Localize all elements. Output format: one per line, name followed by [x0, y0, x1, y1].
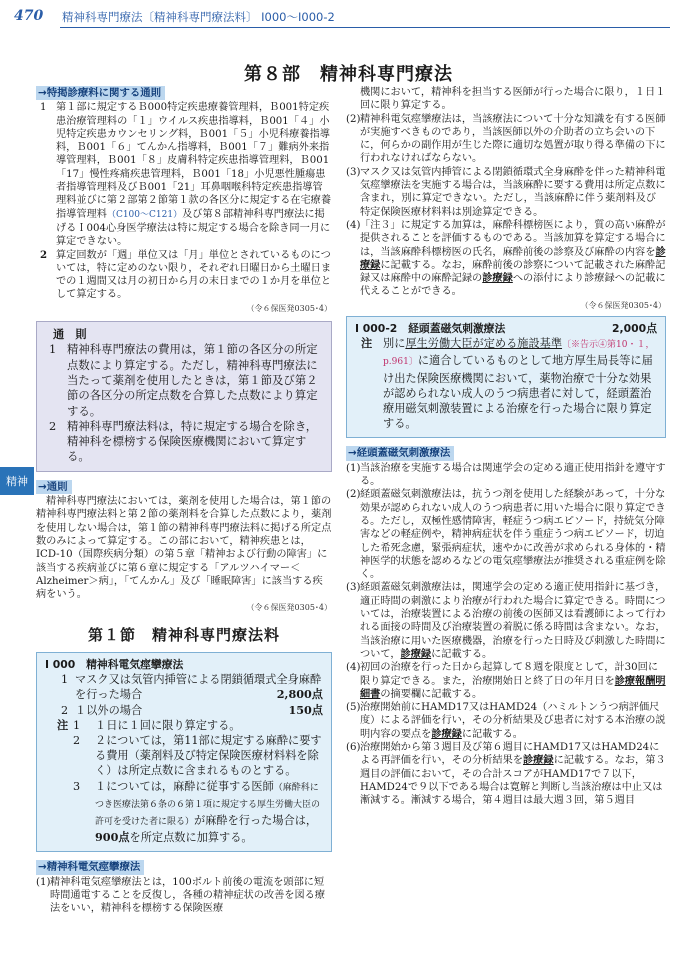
denki-item-4: (4) 「注３」に規定する加算は，麻酔科標榜医により，質の高い麻酔が提供されることを評価するものである。当該加算を算定する場合には，当該麻酔科標榜医の氏名，麻酔前後の診察及び麻酔の内容を診療録に記載する。なお，麻酔前後の診察について記載された麻酔記録又は麻酔中の麻酔記録の診療録への添付により診療録への記載に代えることができる。 — [346, 219, 666, 298]
general-rule-2: 精神科専門療法料は，特に規定する場合を除き，精神科を標榜する保険医療機関において算定する。 — [67, 418, 318, 464]
header-rule — [60, 27, 670, 28]
fee-title: I 000 精神科電気痙攣療法 — [45, 657, 184, 671]
kei-item-1: 当該治療を実施する場合は関連学会の定める適正使用指針を遵守する。 — [360, 462, 666, 488]
section-title: 第１節 精神科専門療法料 — [87, 625, 280, 644]
denki-item-1: (1) 精神科電気痙攣療法とは，100ボルト前後の電流を頭部に短時間通電することを反復し，各種の精神症状の改善を図る療法をいい，精神科を標榜する保険医療 — [36, 876, 326, 915]
kei-label: →経頭蓋磁気刺激療法 — [346, 446, 454, 460]
tsusoku-label: →特掲診療料に関する通則 — [36, 86, 165, 100]
kei-item-3: (3) 経頭蓋磁気刺激療法は，関連学会の定める適正使用指針に基づき，適正時間の刺激により治療が行われた場合に算定できる。時間については，治療装置による治療の前後の医師又は看護師によって行われる面接の時間及び治療装置の着脱に係る時間は含まない。なお，当該治療に用いた医療機器，治療を行った日時及び刺激した時間について，診療録に記載する。 — [346, 582, 666, 660]
continued-text: 機関において，精神科を担当する医師が行った場合に限り，１日１回に限り算定する。 — [360, 87, 666, 112]
general-rules-box: 通 則 1 精神科専門療法の費用は，第１節の各区分の所定点数により算定する。ただし，精神科専門療法に当たって薬剤を使用したときは，第１節及び第２節の各区分の所定点数を合算した点数により算定する。 2 精神科専門療法料は，特に規定する場合を除き，精神科を標榜する保険医療機関において算定する。 — [36, 321, 332, 472]
chu-1: １日に１回に限り算定する。 — [95, 718, 241, 732]
tsusoku2-text: 精神科専門療法においては，薬剤を使用した場合は，第１節の精神科専門療法料と第２節の薬剤料を合算した点数により，薬剤を使用しない場合は，第１節の精神科専門療法料に掲げる所定点数のみによって算定する。この部において，精神疾患とは，ICD-10（国際疾病分類）の第５章「精神および行動の障害」に該当する疾病並びに第６章に規定する「アルツハイマー＜Alzheimer＞病」，「てんかん」及び「睡眠障害」に該当する疾病をいう。 — [36, 496, 332, 601]
general-rule-1: 精神科専門療法の費用は，第１節の各区分の所定点数により算定する。ただし，精神科専門療法に当たって薬剤を使用したときは，第１節及び第２節の各区分の所定点数を合算した点数により算定する。 — [67, 342, 318, 418]
fee-box-i000: I 000 精神科電気痙攣療法 1 マスク又は気管内挿管による閉鎖循環式全身麻酔を行った場合 2,800点 2 １以外の場合 150点 注 1 １日に１回に限り算定する。 2 ２については，第11部に規定する麻酔に要する費用（薬剤料及び特定保険医療材料料を除く）は所定点数に含まれるものとする。 3 １については，麻酔に従事する医師（麻酔科につき医療法第６条の６第１項に規定する厚生労働大臣の許可を受けた者に限る）が麻酔を行った場合は，900点を所定点数に加算する。 — [36, 652, 332, 852]
kei-item-4: (4) 初回の治療を行った日から起算して８週を限度として，計30回に限り算定できる。また，治療開始日と終了日の年月日を診療報酬明細書の摘要欄に記載する。 — [346, 662, 666, 700]
chu-label: 注 — [361, 336, 373, 351]
kei-item-6: (6) 治療開始から第３週目及び第６週目にHAMD17又はHAMD24による再評価を行い，その分析結果を診療録に記載する。なお，第３週目の評価において，その合計スコアがHAMD17で７以下，HAMD24で９以下である場合は寛解と判断し当該治療は中止又は漸減する。漸減する場合，第４週目は最大週３回，第５週目 — [346, 742, 666, 807]
tsusoku-item-2: 2 算定回数が「週」単位又は「月」単位とされているものについては，特に定めのない限り，それぞれ日曜日から土曜日までの１週間又は月の初日から月の末日までの１か月を単位として算定する。 — [40, 248, 332, 301]
chu-2: ２については，第11部に規定する麻酔に要する費用（薬剤料及び特定保険医療材料料を除く）は所定点数に含まれるものとする。 — [95, 734, 322, 778]
fee-title: I 000-2 経頭蓋磁気刺激療法 — [355, 322, 506, 336]
denki-item-2: 精神科電気痙攣療法は，当該療法について十分な知識を有する医師が実施すべきものであり，当該医師以外の介助者の立ち会いの下に，何らかの副作用が生じた際に適切な処置が取り得る準備の下に行われなければならない。 — [360, 113, 666, 165]
source-note: （令６保医発0305･4） — [246, 303, 332, 313]
source-note: （令６保医発0305･4） — [580, 300, 666, 310]
chu-label: 注 — [57, 717, 69, 732]
fee-points: 2,800点 — [276, 687, 323, 702]
general-rules-title: 通 則 — [53, 328, 87, 342]
fee-box-i000-2: I 000-2 経頭蓋磁気刺激療法 2,000点 注 別に厚生労働大臣が定める施設基準〔※告示④第10・１，p.961〕に適合しているものとして地方厚生局長等に届け出た保険医療機関において，薬物治療で十分な効果が認められない成人のうつ病患者に対して，経頭蓋治療用磁気刺激装置による治療を行った場合に限り算定する。 — [346, 316, 666, 438]
side-tab: 精神 — [0, 467, 34, 495]
fee-points: 150点 — [288, 702, 323, 717]
tsusoku-item-1: 1 第１部に規定するＢ000特定疾患療養管理料，Ｂ001特定疾患治療管理料の「１」ウイルス疾患指導料，Ｂ001「４」小児特定疾患カウンセリング料，Ｂ001「５」小児科療養指導料，Ｂ001「６」てんかん指導料，Ｂ001「７」難病外来指導管理料，Ｂ001「８」皮膚科特定疾患指導管理料，Ｂ001「17」慢性疼痛疾患管理料，Ｂ001「18」小児悪性腫瘍患者指導管理料及びＢ001「21」耳鼻咽喉科特定疾患指導管理料並びに第２部第２節第１款の各区分に規定する在宅療養指導管理料（C100～C121）及び第８部精神科専門療法に掲げるＩ004心身医学療法は特に規定する場合を除き同一月に算定できない。 — [40, 102, 332, 248]
denki-item-3: マスク又は気管内挿管による閉鎖循環式全身麻酔を伴った精神科電気痙攣療法を実施する場合は，当該麻酔に要する費用は所定点数に含まれ，別に算定できない。ただし，当該麻酔に伴う薬剤料及び特定保険医療材料料は別途算定できる。 — [360, 166, 666, 218]
running-header — [0, 0, 680, 34]
kei-item-2: 経頭蓋磁気刺激療法は，抗うつ剤を使用した経験があって，十分な効果が認められない成人のうつ病患者に用いた場合に限り算定できる。ただし，双極性感情障害，軽症うつ病エピソード，持続気分障害などの軽症例や，精神病症状を伴う重症うつ病エピソード，切迫した希死念慮，緊張病症状，速やかに改善が求められる身体的・精神医学的状態を認めるなどの電気痙攣療法が推奨される重症例を除く。 — [360, 489, 666, 581]
running-title: 精神科専門療法〔精神科専門療法料〕 I000～I000-2 — [62, 10, 335, 24]
part-title: 第８部 精神科専門療法 — [244, 64, 453, 85]
right-column: 機関において，精神科を担当する医師が行った場合に限り，１日１回に限り算定する。 (2) 精神科電気痙攣療法は，当該療法について十分な知識を有する医師が実施すべきものであり，当該医師以外の介助者の立ち会いの下に，何らかの副作用が生じた際に適切な処置が取り得る準備の下に行われなければならない。 (3) マスク又は気管内挿管による閉鎖循環式全身麻酔を伴った精神科電気痙攣療法を実施する場合は，当該麻酔に要する費用は所定点数に含まれ，別に算定できない。ただし，当該麻酔に伴う薬剤料及び特定保険医療材料料は別途算定できる。 (4) 「注３」に規定する加算は，麻酔科標榜医により，質の高い麻酔が提供されることを評価するものである。当該加算を算定する場合には，当該麻酔科標榜医の氏名，麻酔前後の診察及び麻酔の内容を診療録に記載する。なお，麻酔前後の診察について記載された麻酔記録又は麻酔中の麻酔記録の診療録への添付により診療録への記載に代えることができる。 （令６保医発0305･4） I 000-2 経頭蓋磁気刺激療法 2,000点 注 別に厚生労働大臣が定める施設基準〔※告示④第10・１，p.961〕に適合しているものとして地方厚生局長等に届け出た保険医療機関において，薬物治療で十分な効果が認められない成人のうつ病患者に対して，経頭蓋治療用磁気刺激装置による治療を行った場合に限り算定する。 →経頭蓋磁気刺激療法 (1) 当該治療を実施する場合は関連学会の定める適正使用指針を遵守する。 (2) 経頭蓋磁気刺激療法は，抗うつ剤を使用した経験があって，十分な効果が認められない成人のうつ病患者に用いた場合に限り算定できる。ただし，双極性感情障害，軽症うつ病エピソード，持続気分障害などの軽症例や，精神病症状を伴う重症うつ病エピソード，切迫した希死念慮，緊張病症状，速やかに改善が求められる身体的・精神医学的状態を認めるなどの電気痙攣療法が推奨される重症例を除く。 (3) 経頭蓋磁気刺激療法は，関連学会の定める適正使用指針に基づき，適正時間の刺激により治療が行われた場合に算定できる。時間については，治療装置による治療の前後の医師又は看護師によって行われる面接の時間及び治療装置の着脱に係る時間は含まない。なお，当該治療に用いた医療機器，治療を行った日時及び刺激した時間について，診療録に記載する。 (4) 初回の治療を行った日から起算して８週を限度として，計30回に限り算定できる。また，治療開始日と終了日の年月日を診療報酬明細書の摘要欄に記載する。 (5) 治療開始前にHAMD17又はHAMD24（ハミルトンうつ病評価尺度）による評価を行い，その分析結果及び患者に対する本治療の説明内容の要点を診療録に記載する。 (6) 治療開始から第３週目及び第６週目にHAMD17又はHAMD24による再評価を行い，その分析結果を診療録に記載する。なお，第３週目の評価において，その合計スコアがHAMD17で７以下，HAMD24で９以下である場合は寛解と判断し当該治療は中止又は漸減する。漸減する場合，第４週目は最大週３回，第５週目 — [346, 87, 666, 807]
page-number: 470 — [14, 8, 44, 24]
denki-label: →精神科電気痙攣療法 — [36, 860, 144, 874]
source-note: （令６保医発0305･4） — [246, 603, 332, 613]
left-column — [36, 86, 332, 916]
kei-item-5: (5) 治療開始前にHAMD17又はHAMD24（ハミルトンうつ病評価尺度）による評価を行い，その分析結果及び患者に対する本治療の説明内容の要点を診療録に記載する。 — [346, 702, 666, 740]
fee-points: 2,000点 — [612, 322, 657, 336]
tsusoku2-label: →通則 — [36, 480, 72, 494]
